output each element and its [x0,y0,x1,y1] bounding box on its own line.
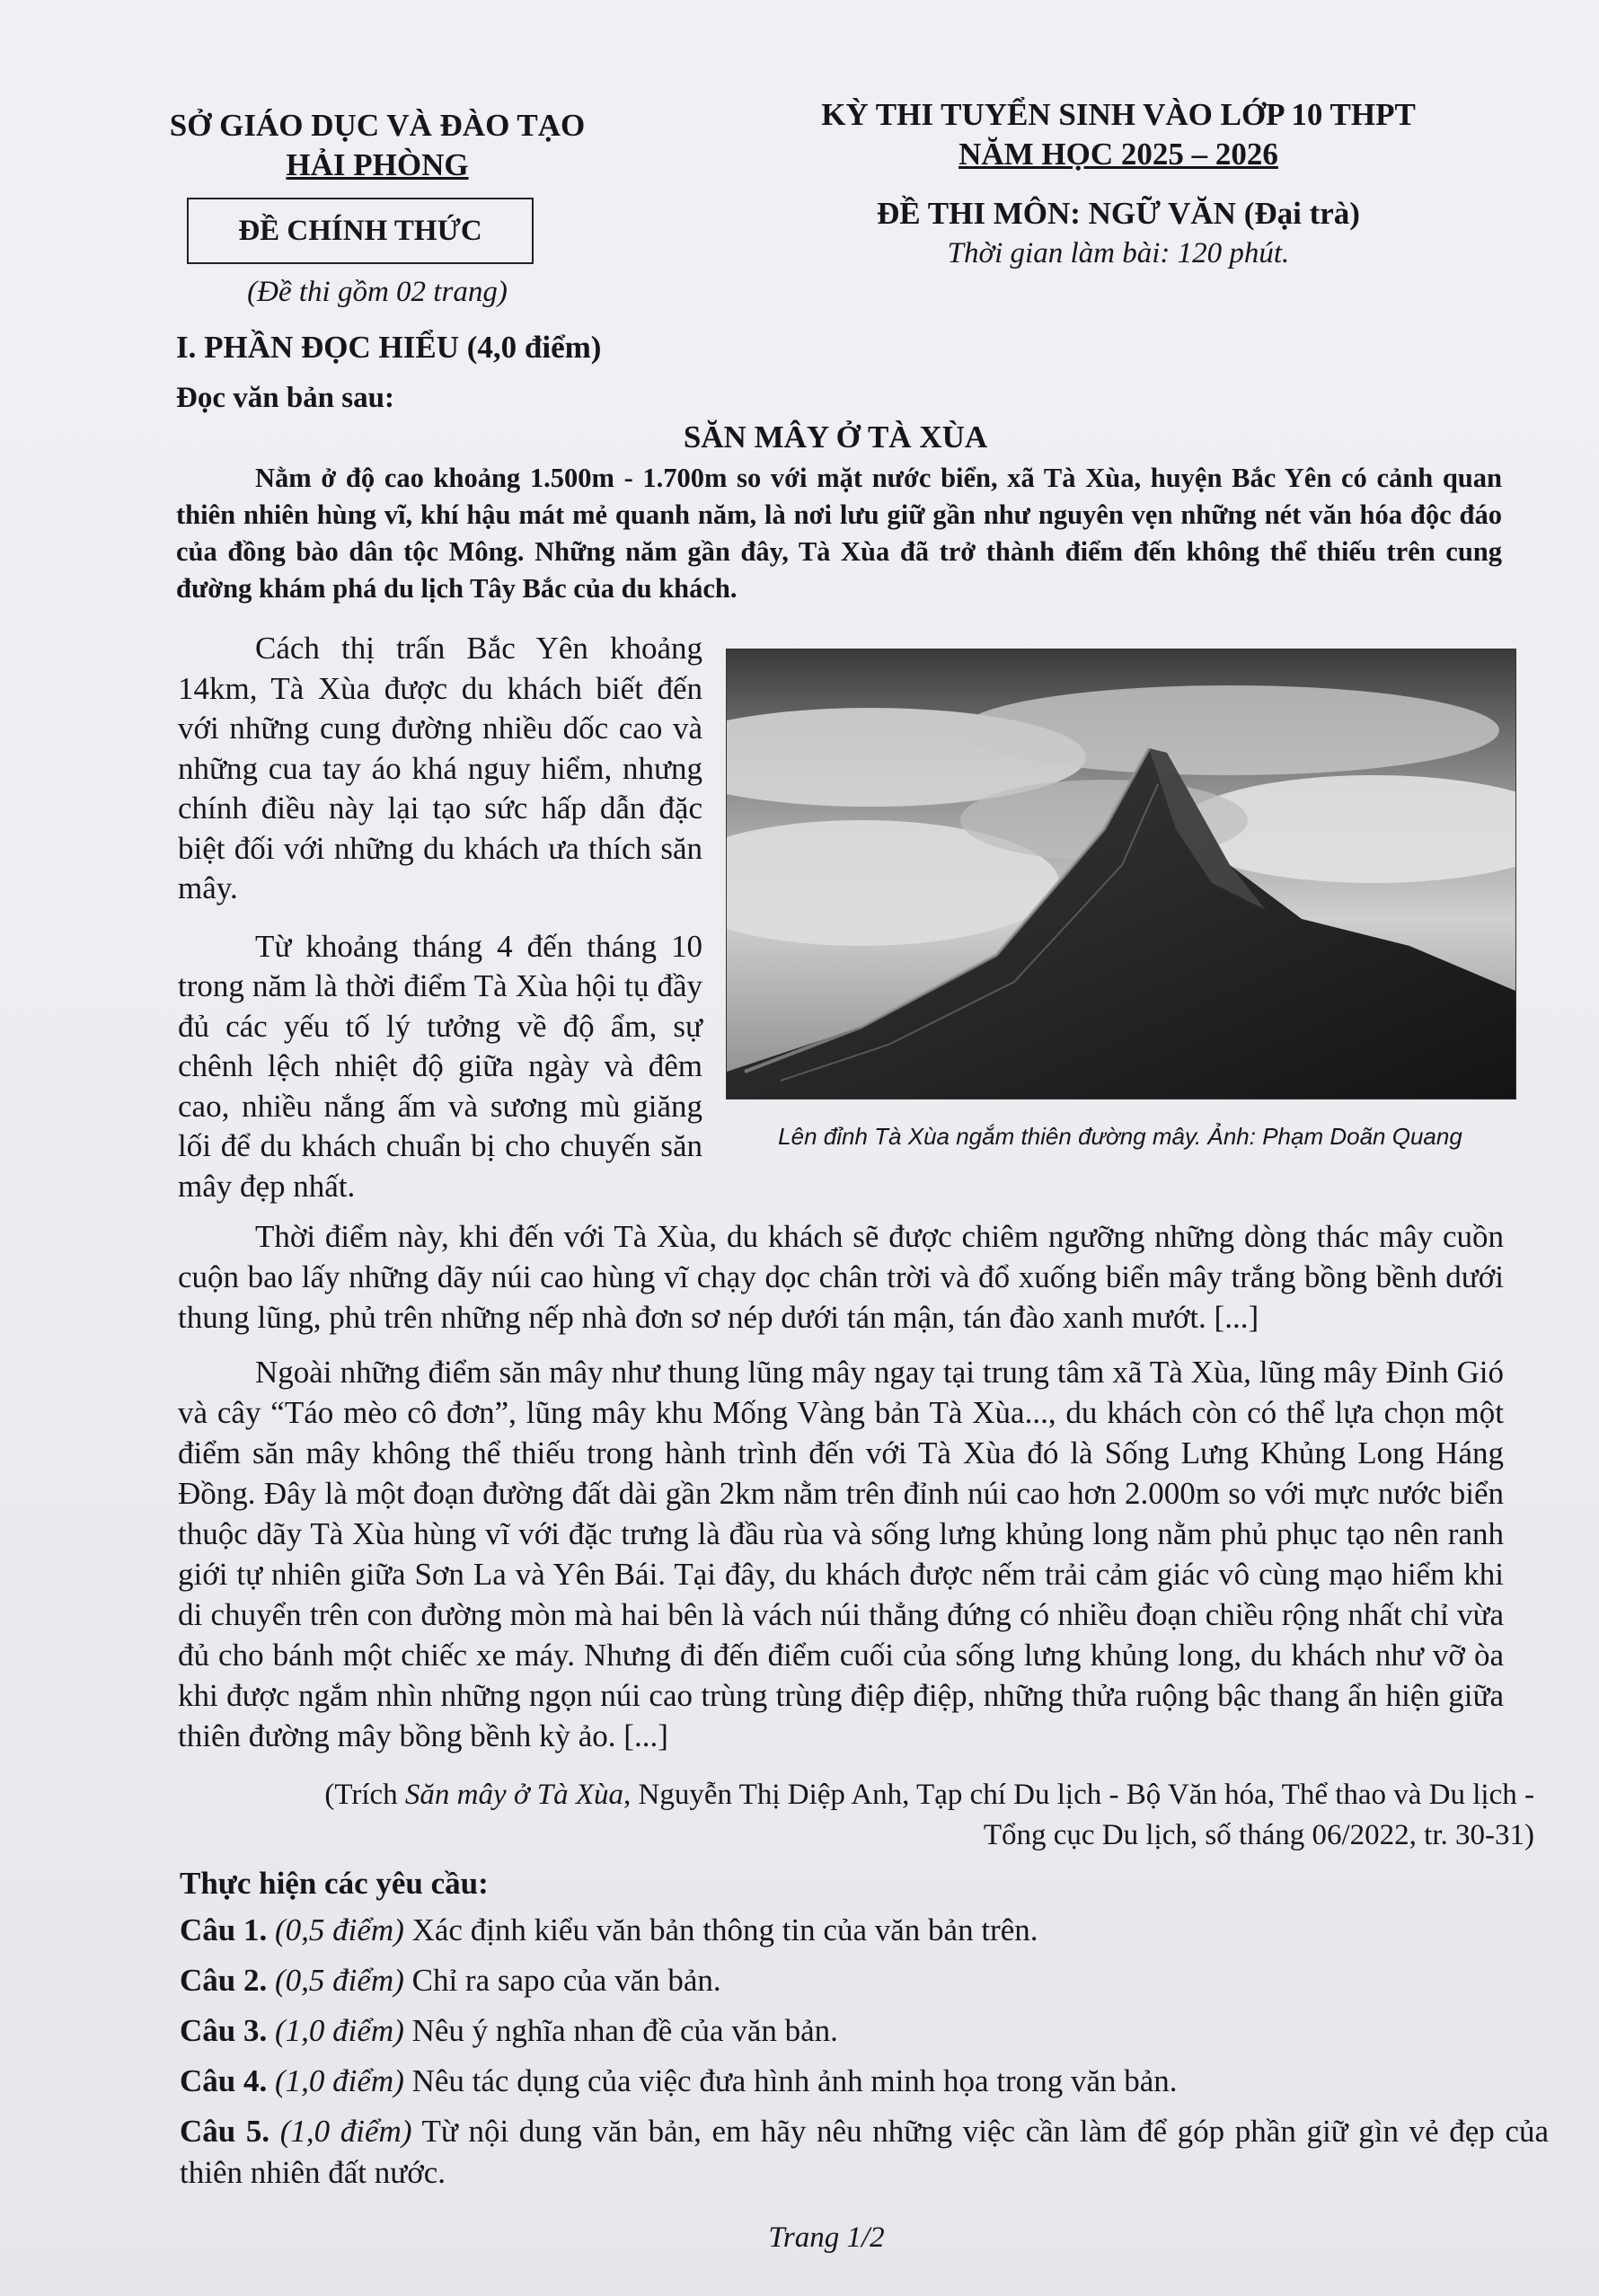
article-title: SĂN MÂY Ở TÀ XÙA [683,419,988,455]
citation-line-1 [266,1775,1534,1815]
citation-line-1-rest: , Nguyễn Thị Diệp Anh, Tạp chí Du lịch - Bộ Văn hóa, Thể thao và Du lịch - [623,1779,1534,1811]
department-name: SỞ GIÁO DỤC VÀ ĐÀO TẠO [169,108,586,143]
article-paragraph-2: Từ khoảng tháng 4 đến tháng 10 trong năm là thời điểm Tà Xùa hội tụ đầy đủ các yếu tố lý tưởng về độ ẩm, sự chênh lệch nhiệt độ giữa ngày và đêm cao, nhiều nắng ấm và sương mù giăng lối để du khách chuẩn bị cho chuyến săn mây đẹp nhất. [178,928,702,1204]
page-count-note: (Đề thi gồm 02 trang) [247,276,508,308]
exam-duration: Thời gian làm bài: 120 phút. [947,237,1290,269]
question-4: Câu 4. (1,0 điểm) Nêu tác dụng của việc đưa hình ảnh minh họa trong văn bản. [180,2063,1178,2098]
question-text: Nêu ý nghĩa nhan đề của văn bản. [411,2013,838,2048]
reading-instruction: Đọc văn bản sau: [176,382,394,414]
question-text: Từ nội dung văn bản, em hãy nêu những việc cần làm để góp phần giữ gìn vẻ đẹp của thiên nhiên đất nước. [180,2114,1549,2190]
exam-header [737,95,1500,273]
question-3: Câu 3. (1,0 điểm) Nêu ý nghĩa nhan đề của văn bản. [180,2013,838,2048]
question-label: Câu 4 [180,2063,260,2098]
tasks-title: Thực hiện các yêu cầu: [180,1866,489,1901]
source-citation [266,1775,1534,1856]
article-paragraph-3: Thời điểm này, khi đến với Tà Xùa, du khách sẽ được chiêm ngưỡng những dòng thác mây cuồn cuộn bao lấy những dãy núi cao hùng vĩ chạy dọc chân trời và đổ xuống biển mây trắng bồng bềnh dưới thung lũng, phủ trên những nếp nhà đơn sơ nép dưới tán mận, tán đào xanh mướt. [...] [178,1219,1504,1335]
question-points: (0,5 điểm) [275,1963,404,1998]
article-paragraph-4: Ngoài những điểm săn mây như thung lũng mây ngay tại trung tâm xã Tà Xùa, lũng mây Đỉnh Gió và cây “Táo mèo cô đơn”, lũng mây khu Mống Vàng bản Tà Xùa..., du khách còn có thể lựa chọn một điểm săn mây không thể thiếu trong hành trình đến với Tà Xùa đó là Sống Lưng Khủng Long Háng Đồng. Đây là một đoạn đường đất dài gần 2km nằm trên đỉnh núi cao hơn 2.000m so với mực nước biển thuộc dãy Tà Xùa hùng vĩ với đặc trưng là đầu rùa và sống lưng khủng long nằm phủ phục tạo nên ranh giới tự nhiên giữa Sơn La và Yên Bái. Tại đây, du khách được nếm trải cảm giác vô cùng mạo hiểm khi di chuyển trên con đường mòn mà hai bên là vách núi thẳng đứng có nhiều đoạn chiều rộng nhất chỉ vừa đủ cho bánh một chiếc xe máy. Nhưng đi đến điểm cuối của sống lưng khủng long, du khách như vỡ òa khi được ngắm nhìn những ngọn núi cao trùng trùng điệp điệp, những thửa ruộng bậc thang ẩn hiện giữa thiên đường mây bồng bềnh kỳ ảo. [...] [178,1355,1504,1753]
department-header [126,106,629,185]
question-text: Xác định kiểu văn bản thông tin của văn bản trên. [411,1912,1038,1947]
question-list [180,1910,1549,2203]
question-label: Câu 1 [180,1912,260,1947]
article-sapo: Nằm ở độ cao khoảng 1.500m - 1.700m so với mặt nước biển, xã Tà Xùa, huyện Bắc Yên có cảnh quan thiên nhiên hùng vĩ, khí hậu mát mẻ quanh năm, là nơi lưu giữ gần như nguyên vẹn những nét văn hóa độc đáo của đồng bào dân tộc Mông. Những năm gần đây, Tà Xùa đã trở thành điểm đến không thể thiếu trên cung đường khám phá du lịch Tây Bắc của du khách. [176,463,1502,604]
question-points: (1,0 điểm) [275,2013,404,2048]
page-number: Trang 1/2 [768,2221,885,2254]
school-year: NĂM HỌC 2025 – 2026 [959,137,1278,172]
photo-caption: Lên đỉnh Tà Xùa ngắm thiên đường mây. Ảnh: Phạm Doãn Quang [778,1123,1462,1150]
citation-prefix: (Trích [324,1779,405,1811]
section-title: I. PHẦN ĐỌC HIỂU (4,0 điểm) [176,330,602,365]
question-1: Câu 1. (0,5 điểm) Xác định kiểu văn bản thông tin của văn bản trên. [180,1912,1038,1947]
article-paragraph-1: Cách thị trấn Bắc Yên khoảng 14km, Tà Xùa được du khách biết đến với những cung đường nhiều dốc cao và những cua tay áo khá nguy hiểm, nhưng chính điều này lại tạo sức hấp dẫn đặc biệt đối với những du khách ưa thích săn mây. [178,631,702,905]
exam-subject: ĐỀ THI MÔN: NGỮ VĂN (Đại trà) [877,196,1360,231]
department-city: HẢI PHÒNG [286,147,469,182]
question-text: Chỉ ra sapo của văn bản. [411,1963,721,1998]
citation-work-title: Săn mây ở Tà Xùa [404,1779,624,1811]
question-points: (1,0 điểm) [279,2114,412,2149]
question-label: Câu 2 [180,1963,260,1998]
question-points: (1,0 điểm) [275,2063,404,2098]
question-label: Câu 3 [180,2013,260,2048]
question-points: (0,5 điểm) [275,1912,404,1947]
mountain-cloud-photo [726,649,1516,1099]
article-column-text [178,629,702,1224]
exam-name: KỲ THI TUYỂN SINH VÀO LỚP 10 THPT [821,97,1416,132]
citation-line-2: Tổng cục Du lịch, số tháng 06/2022, tr. 30-31) [983,1819,1534,1851]
question-2: Câu 2. (0,5 điểm) Chỉ ra sapo của văn bản. [180,1963,721,1998]
question-5: Câu 5. (1,0 điểm) Từ nội dung văn bản, em hãy nêu những việc cần làm để góp phần giữ gìn vẻ đẹp của thiên nhiên đất nước. [180,2114,1549,2190]
question-text: Nêu tác dụng của việc đưa hình ảnh minh họa trong văn bản. [411,2063,1178,2098]
question-label: Câu 5 [180,2114,262,2149]
official-exam-box: ĐỀ CHÍNH THỨC [187,198,534,264]
article-body [178,1216,1504,1771]
